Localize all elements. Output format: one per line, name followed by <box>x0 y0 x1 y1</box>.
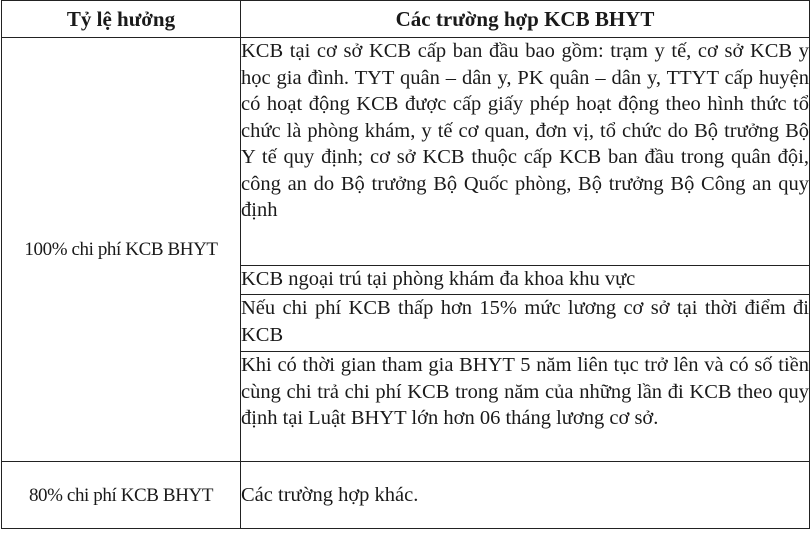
header-rate: Tỷ lệ hưởng <box>2 1 241 38</box>
case-other: Các trường hợp khác. <box>241 462 810 529</box>
case-low-cost: Nếu chi phí KCB thấp hơn 15% mức lương cơ sở tại thời điểm đi KCB <box>241 295 810 352</box>
header-cases: Các trường hợp KCB BHYT <box>241 1 810 38</box>
table-header-row <box>2 1 810 38</box>
case-primary-care: KCB tại cơ sở KCB cấp ban đầu bao gồm: trạm y tế, cơ sở KCB y học gia đình. TYT quân – dân y, PK quân – dân y, TTYT cấp huyện có hoạt động KCB được cấp giấy phép hoạt động theo hình thức tổ chức là phòng khám, y tế cơ quan, đơn vị, tổ chức do Bộ trưởng Bộ Y tế quy định; cơ sở KCB thuộc cấp KCB ban đầu trong quân đội, công an do Bộ trưởng Bộ Quốc phòng, Bộ trưởng Bộ Công an quy định <box>241 38 810 266</box>
case-regional-clinic: KCB ngoại trú tại phòng khám đa khoa khu vực <box>241 266 810 295</box>
table-row <box>2 462 810 529</box>
rate-100-percent: 100% chi phí KCB BHYT <box>2 38 241 462</box>
rate-80-percent: 80% chi phí KCB BHYT <box>2 462 241 529</box>
benefit-rate-table <box>1 0 810 529</box>
table-row <box>2 38 810 266</box>
case-five-years: Khi có thời gian tham gia BHYT 5 năm liên tục trở lên và có số tiền cùng chi trả chi phí KCB trong năm của những lần đi KCB theo quy định tại Luật BHYT lớn hơn 06 tháng lương cơ sở. <box>241 352 810 462</box>
